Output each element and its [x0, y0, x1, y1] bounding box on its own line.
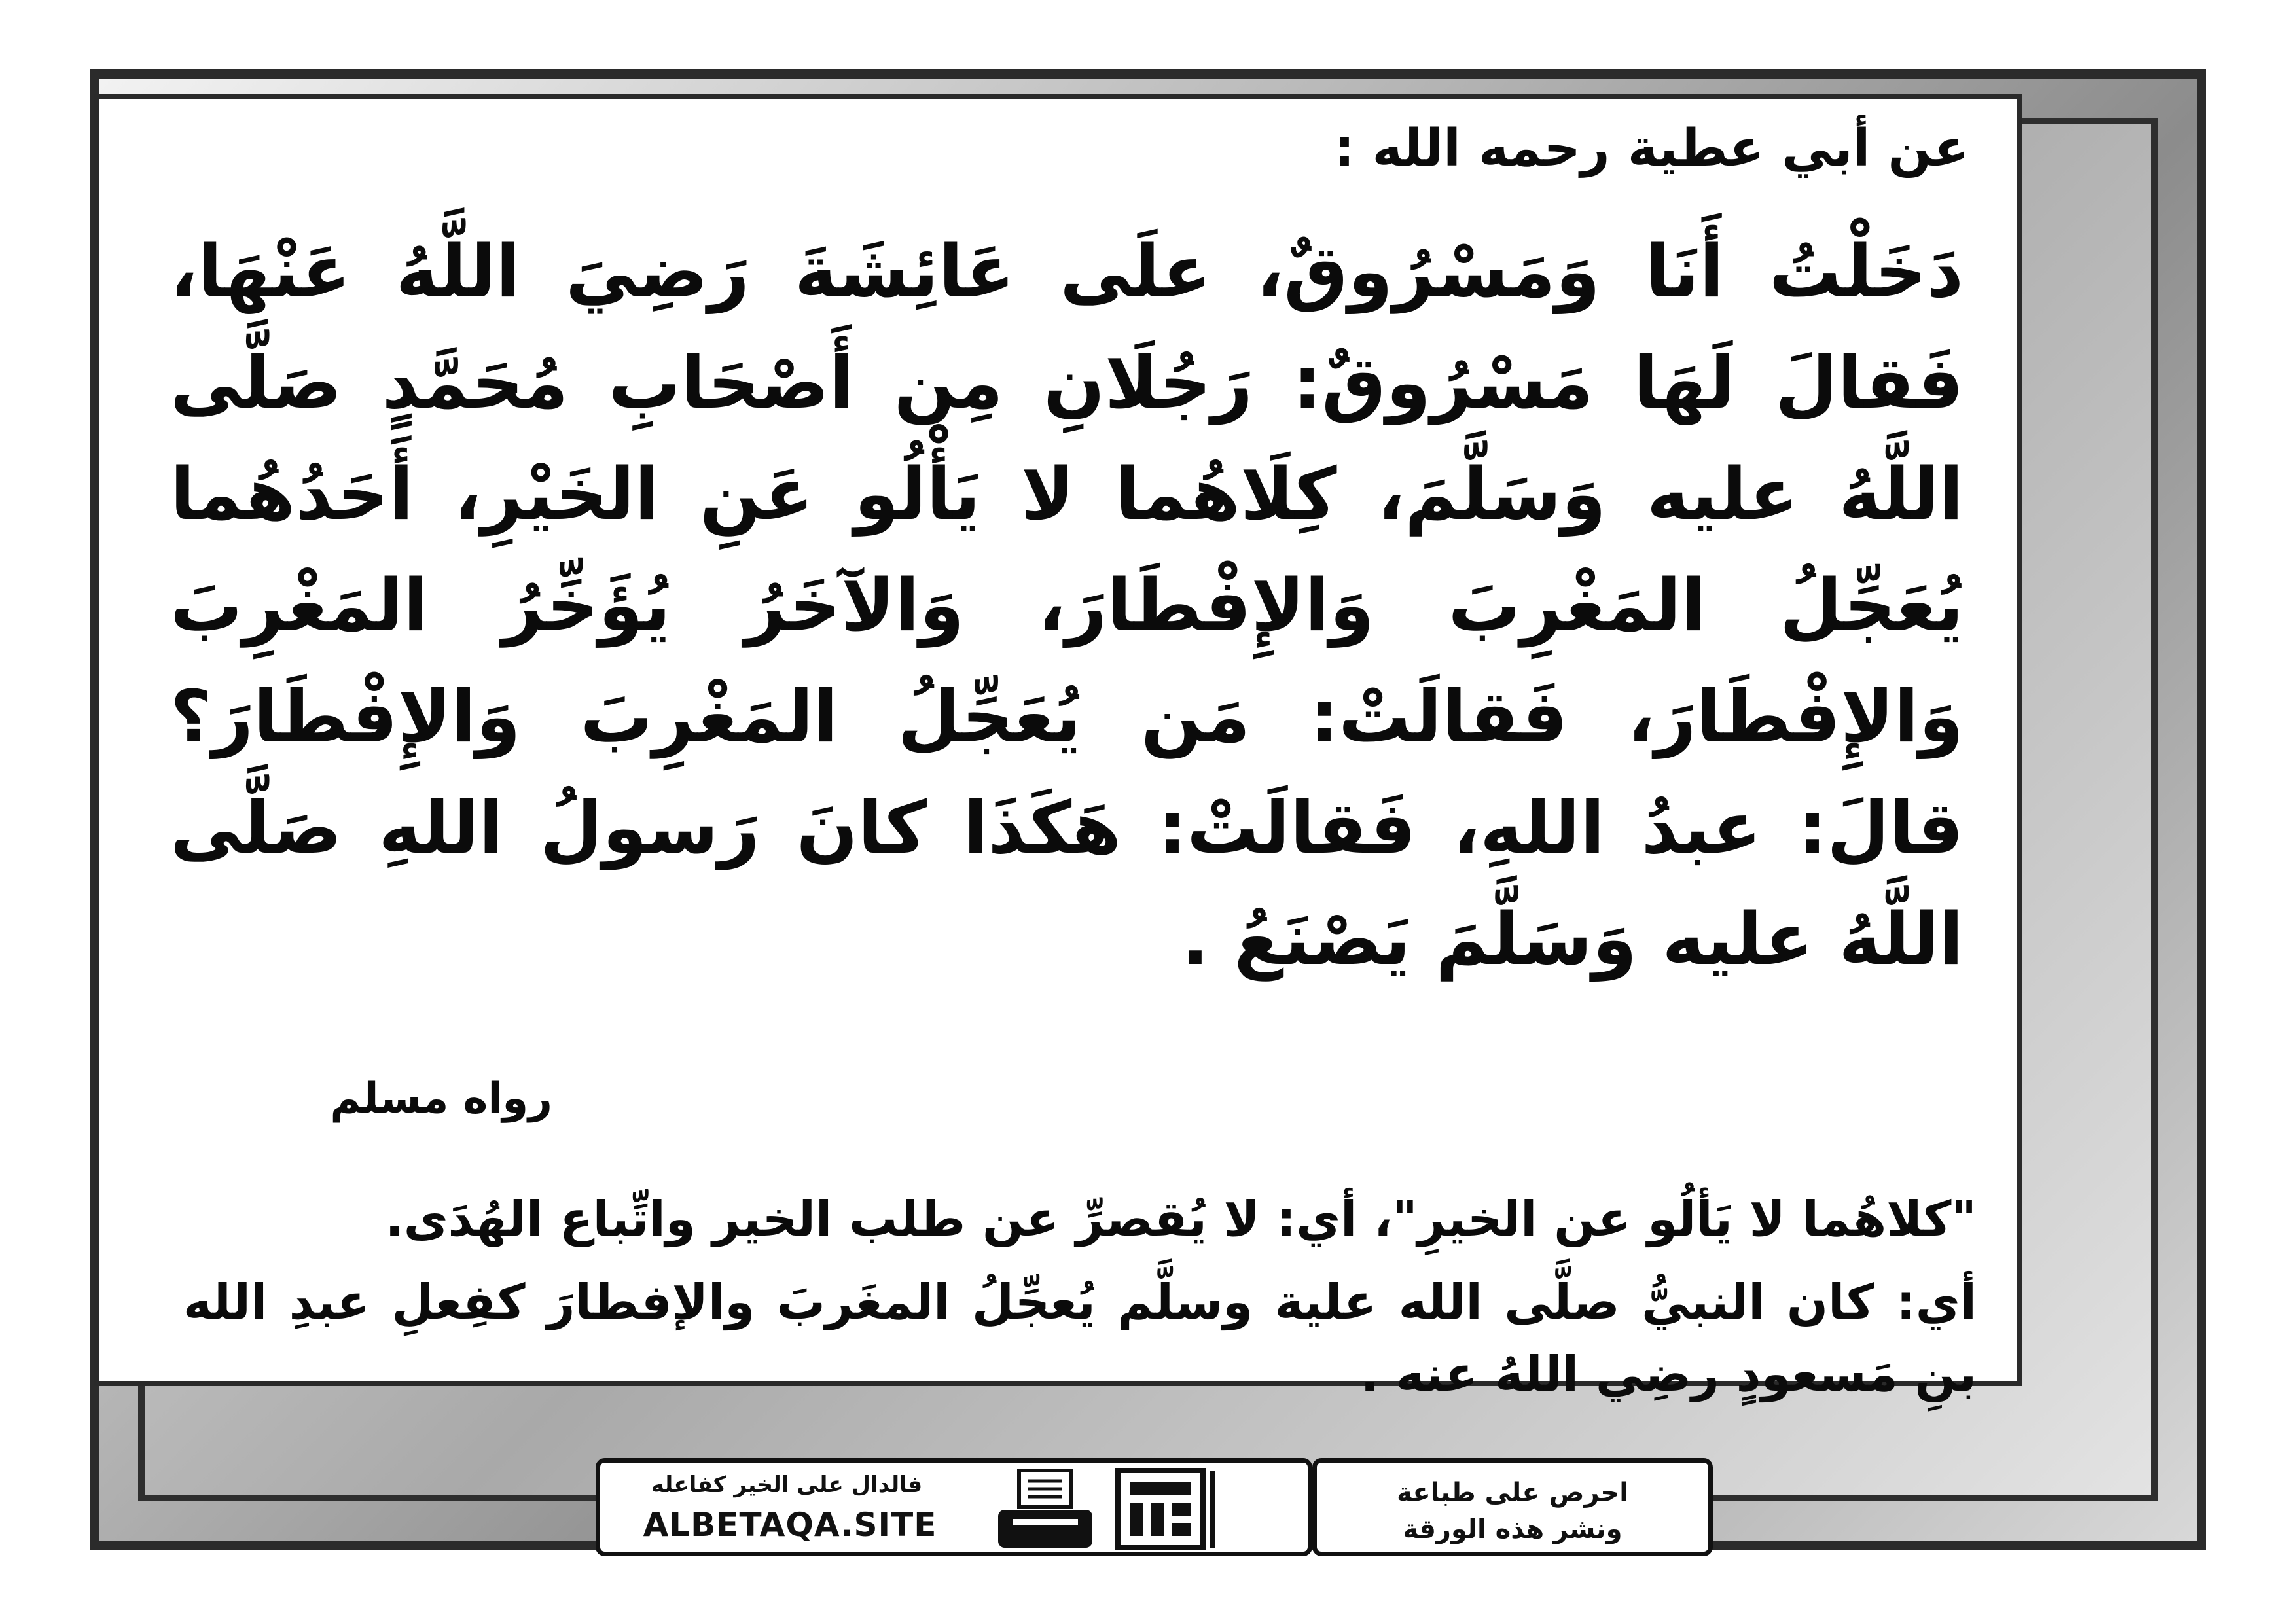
- cta-line-2: ونشر هذه الورقة: [1403, 1514, 1623, 1544]
- cta-text: [1317, 1474, 1708, 1548]
- intro-line: عن أبي عطية رحمه الله :: [1334, 119, 1969, 178]
- explanation-1: "كلاهُما لا يَألُو عن الخيرِ"، أي: لا يُقصرِّ عن طلب الخير واتِّباع الهُدَى.: [385, 1191, 1977, 1247]
- footer-site-box: [596, 1458, 1312, 1556]
- printer-icon: [993, 1467, 1098, 1552]
- cta-line-1: احرص على طباعة: [1397, 1478, 1628, 1508]
- hadith-text: دَخَلْتُ أَنَا وَمَسْرُوقٌ، علَى عَائِشَةَ رَضِيَ اللَّهُ عَنْهَا، فَقالَ لَهَا مَسْرُوقٌ: رَجُلَانِ مِن أَصْحَابِ مُحَمَّدٍ صَلَّى اللَّهُ عليه وَسَلَّمَ، كِلَاهُما لا يَأْلُو عَنِ الخَيْرِ، أَحَدُهُما يُعَجِّلُ المَغْرِبَ وَالإِفْطَارَ، وَالآخَرُ يُؤَخِّرُ المَغْرِبَ وَالإِفْطَارَ، فَقالَتْ: مَن يُعَجِّلُ المَغْرِبَ وَالإِفْطَارَ؟ قالَ: عبدُ اللهِ، فَقالَتْ: هَكَذَا كانَ رَسولُ اللهِ صَلَّى اللَّهُ عليه وَسَلَّمَ يَصْنَعُ .: [170, 230, 1964, 981]
- explanation-2: أي: كان النبيُّ صلَّى الله علية وسلَّم يُعجِّلُ المغَربَ والإفطارَ كفِعلِ عبدِ الله بنِ مَسعودٍ رضِي اللهُ عنه .: [183, 1274, 1977, 1402]
- slogan: فالدال على الخير كفاعله: [651, 1472, 923, 1498]
- footer-cta-box: [1312, 1458, 1713, 1556]
- logo-mark: [1114, 1467, 1310, 1552]
- source-label: رواه مسلم: [330, 1075, 552, 1123]
- site-url[interactable]: ALBETAQA.SITE: [643, 1506, 937, 1544]
